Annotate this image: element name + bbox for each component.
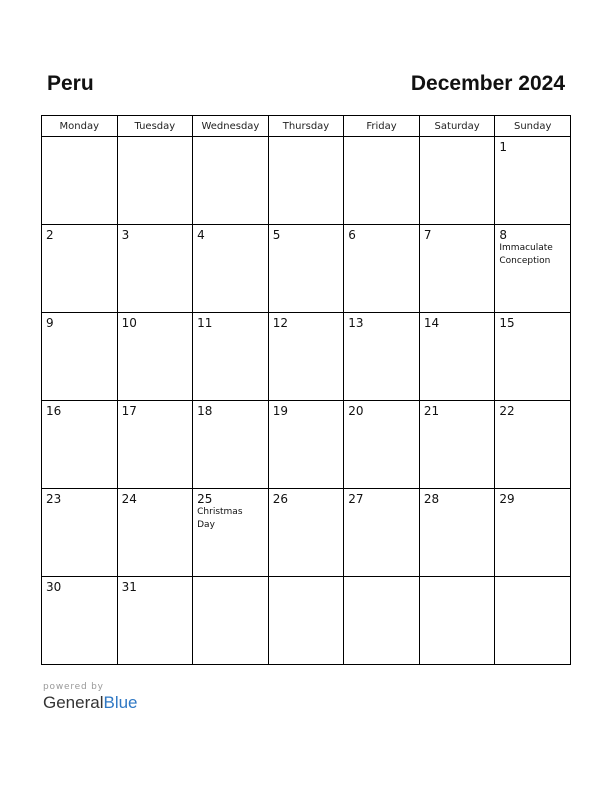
day-number: 13: [348, 316, 364, 330]
day-cell: [268, 401, 344, 489]
day-number: 28: [423, 492, 440, 506]
day-number: 6: [348, 228, 356, 242]
day-number: 31: [121, 580, 137, 594]
day-number: 1: [499, 140, 508, 154]
day-number: 8: [499, 228, 508, 242]
day-number: 11: [197, 316, 213, 330]
day-cell: [419, 225, 495, 313]
day-number: 19: [272, 404, 288, 418]
day-number: 12: [272, 316, 288, 330]
day-cell: [42, 137, 118, 225]
day-cell: [268, 225, 344, 313]
day-cell: [193, 577, 269, 665]
day-cell: [344, 489, 420, 577]
day-number: 30: [46, 580, 62, 594]
weekday-header: Wednesday: [193, 116, 269, 137]
day-cell: [268, 313, 344, 401]
day-cell: [419, 313, 495, 401]
day-cell: [268, 489, 344, 577]
week-row: [42, 577, 571, 665]
country-title: Peru: [47, 72, 94, 95]
day-number: 2: [46, 228, 54, 242]
day-cell: [344, 225, 420, 313]
day-cell: [495, 313, 571, 401]
holiday-label: Christmas Day: [197, 507, 243, 530]
day-cell: [268, 577, 344, 665]
day-cell: [42, 489, 118, 577]
week-row: [42, 401, 571, 489]
day-cell: [344, 137, 420, 225]
weekday-header: Saturday: [419, 116, 495, 137]
day-cell: [495, 489, 571, 577]
day-number: 20: [348, 404, 364, 418]
day-cell: [268, 137, 344, 225]
day-cell: [344, 401, 420, 489]
day-cell: [344, 577, 420, 665]
week-row: [42, 137, 571, 225]
powered-by-label: powered by: [43, 682, 104, 692]
day-cell: [117, 577, 193, 665]
day-cell: [117, 489, 193, 577]
month-year-title: December 2024: [410, 72, 565, 95]
weekday-header: Friday: [344, 116, 420, 137]
day-cell: [117, 137, 193, 225]
day-cell: [495, 577, 571, 665]
weekday-header-row: [42, 116, 571, 137]
day-number: 22: [499, 404, 515, 418]
day-number: 26: [272, 492, 288, 506]
holiday-label: Immaculate Conception: [499, 243, 553, 266]
day-number: 3: [121, 228, 130, 242]
day-number: 5: [272, 228, 281, 242]
day-cell: [495, 401, 571, 489]
day-number: 25: [197, 492, 213, 506]
brand-part-blue: Blue: [103, 693, 138, 712]
day-cell: [117, 401, 193, 489]
day-number: 7: [423, 228, 432, 242]
day-cell: [193, 489, 269, 577]
day-number: 21: [423, 404, 440, 418]
day-cell: [193, 313, 269, 401]
day-number: 14: [423, 316, 440, 330]
day-number: 4: [197, 228, 205, 242]
week-row: [42, 225, 571, 313]
week-row: [42, 313, 571, 401]
day-number: 15: [499, 316, 515, 330]
day-cell: [419, 577, 495, 665]
day-cell: [193, 225, 269, 313]
day-number: 17: [121, 404, 137, 418]
day-cell: [344, 313, 420, 401]
day-number: 16: [46, 404, 62, 418]
day-number: 29: [499, 492, 515, 506]
brand-logo: [43, 693, 138, 713]
day-number: 27: [348, 492, 364, 506]
day-cell: [117, 225, 193, 313]
day-cell: [42, 577, 118, 665]
day-cell: [193, 137, 269, 225]
day-cell: [42, 225, 118, 313]
day-cell: [495, 225, 571, 313]
day-cell: [42, 401, 118, 489]
day-cell: [193, 401, 269, 489]
day-cell: [495, 137, 571, 225]
day-cell: [42, 313, 118, 401]
day-number: 18: [197, 404, 213, 418]
day-cell: [419, 137, 495, 225]
weekday-header: Tuesday: [117, 116, 193, 137]
day-number: 10: [121, 316, 137, 330]
day-number: 23: [46, 492, 62, 506]
weekday-header: Sunday: [495, 116, 571, 137]
brand-part-general: General: [43, 693, 104, 712]
day-number: 9: [46, 316, 54, 330]
day-cell: [419, 489, 495, 577]
calendar-body: [42, 137, 571, 665]
day-cell: [419, 401, 495, 489]
weekday-header: Thursday: [268, 116, 344, 137]
calendar-grid: [41, 115, 571, 665]
footer: [43, 682, 138, 713]
day-number: 24: [121, 492, 137, 506]
week-row: [42, 489, 571, 577]
day-cell: [117, 313, 193, 401]
weekday-header: Monday: [42, 116, 118, 137]
